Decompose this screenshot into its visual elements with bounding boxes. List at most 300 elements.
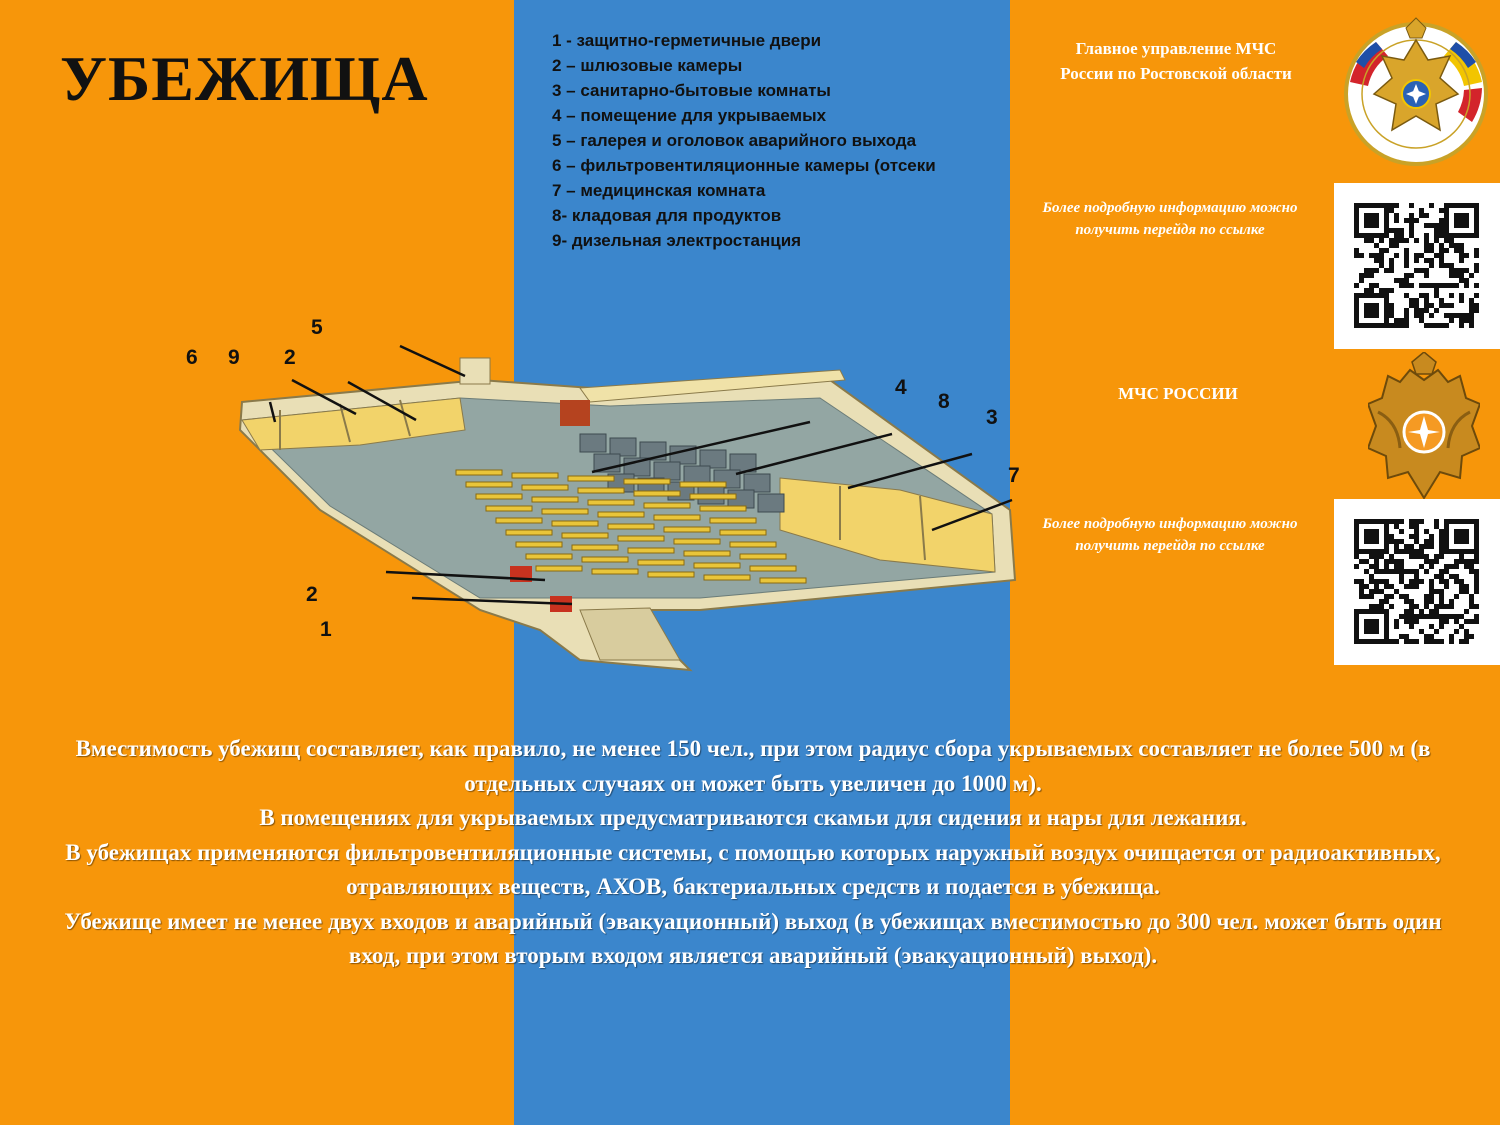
- qr-module: [1424, 233, 1429, 238]
- qr-module: [1454, 203, 1459, 208]
- qr-module: [1354, 549, 1359, 554]
- qr-module: [1469, 564, 1474, 569]
- qr-module: [1414, 549, 1419, 554]
- legend-item: 7 – медицинская комната: [552, 181, 766, 200]
- qr-module: [1389, 303, 1394, 308]
- qr-module: [1439, 614, 1444, 619]
- qr-module: [1469, 313, 1474, 318]
- qr-module: [1454, 614, 1459, 619]
- qr-module: [1374, 559, 1379, 564]
- qr-module: [1474, 303, 1479, 308]
- qr-module: [1469, 203, 1474, 208]
- qr-module: [1424, 554, 1429, 559]
- qr-module: [1379, 579, 1384, 584]
- qr-module: [1374, 589, 1379, 594]
- qr-module: [1459, 253, 1464, 258]
- qr-module: [1469, 559, 1474, 564]
- qr-module: [1449, 604, 1454, 609]
- qr-module: [1369, 218, 1374, 223]
- qr-module: [1414, 253, 1419, 258]
- qr-module: [1359, 579, 1364, 584]
- qr-module: [1389, 308, 1394, 313]
- qr-module: [1444, 619, 1449, 624]
- qr-module: [1374, 323, 1379, 328]
- bench: [654, 515, 700, 520]
- qr-module: [1399, 614, 1404, 619]
- bench: [680, 482, 726, 487]
- qr-module: [1434, 293, 1439, 298]
- qr-module: [1374, 639, 1379, 644]
- qr-module: [1439, 529, 1444, 534]
- qr-module: [1389, 238, 1394, 243]
- qr-module: [1354, 619, 1359, 624]
- qr-module: [1394, 559, 1399, 564]
- qr-module: [1409, 519, 1414, 524]
- qr-module: [1354, 223, 1359, 228]
- qr-module: [1449, 203, 1454, 208]
- qr-module: [1464, 218, 1469, 223]
- qr-module: [1384, 519, 1389, 524]
- qr-module: [1354, 554, 1359, 559]
- qr-module: [1424, 539, 1429, 544]
- qr-module: [1374, 243, 1379, 248]
- bench: [648, 572, 694, 577]
- legend-item: 1 - защитно-герметичные двери: [552, 31, 822, 50]
- qr-module: [1429, 639, 1434, 644]
- qr-module: [1449, 634, 1454, 639]
- qr-module: [1464, 213, 1469, 218]
- qr-module: [1384, 223, 1389, 228]
- bench: [506, 530, 552, 535]
- qr-module: [1369, 594, 1374, 599]
- storage-crate: [580, 434, 606, 452]
- qr-module: [1414, 579, 1419, 584]
- qr-module: [1399, 574, 1404, 579]
- qr-module: [1359, 273, 1364, 278]
- qr-module: [1389, 228, 1394, 233]
- qr-module: [1359, 639, 1364, 644]
- qr-module: [1409, 303, 1414, 308]
- qr-module: [1384, 579, 1389, 584]
- qr-module: [1419, 609, 1424, 614]
- qr-module: [1474, 604, 1479, 609]
- qr-module: [1384, 559, 1389, 564]
- qr-module: [1444, 213, 1449, 218]
- qr-module: [1419, 629, 1424, 634]
- qr-module: [1394, 564, 1399, 569]
- qr-module: [1434, 524, 1439, 529]
- qr-module: [1364, 519, 1369, 524]
- qr-module: [1364, 549, 1369, 554]
- qr-module: [1414, 574, 1419, 579]
- qr-module: [1434, 614, 1439, 619]
- description-paragraph: Вместимость убежищ составляет, как правило, не менее 150 чел., при этом радиус сбора укрываемых составляет не более 500 м (в отдельных случаях он может быть увеличен до 1000 м).: [75, 736, 1431, 796]
- qr-module: [1409, 273, 1414, 278]
- qr-module: [1384, 313, 1389, 318]
- bench: [730, 542, 776, 547]
- qr-module: [1439, 298, 1444, 303]
- qr-module: [1354, 248, 1359, 253]
- qr-module: [1409, 549, 1414, 554]
- qr-module: [1394, 549, 1399, 554]
- qr-module: [1374, 529, 1379, 534]
- qr-module: [1454, 529, 1459, 534]
- qr-module: [1369, 308, 1374, 313]
- qr-module: [1399, 594, 1404, 599]
- qr-module: [1439, 208, 1444, 213]
- qr-module: [1374, 308, 1379, 313]
- qr-module: [1399, 569, 1404, 574]
- qr-module: [1389, 208, 1394, 213]
- qr-module: [1439, 594, 1444, 599]
- qr-module: [1364, 619, 1369, 624]
- bench: [684, 551, 730, 556]
- qr-module: [1389, 584, 1394, 589]
- qr-module: [1424, 213, 1429, 218]
- qr-module: [1369, 238, 1374, 243]
- qr-module: [1439, 624, 1444, 629]
- qr-module: [1424, 559, 1429, 564]
- qr-module: [1369, 253, 1374, 258]
- qr-module: [1369, 323, 1374, 328]
- qr-module: [1364, 539, 1369, 544]
- qr-module: [1409, 614, 1414, 619]
- qr-module: [1474, 208, 1479, 213]
- qr-module: [1389, 534, 1394, 539]
- description-paragraph: В убежищах применяются фильтровентиляционные системы, с помощью которых наружный воздух очищается от радиоактивных, отравляющих веществ, АХОВ, бактериальных средств и подается в убежища.: [65, 839, 1441, 899]
- qr-code-icon[interactable]: [1334, 499, 1500, 665]
- qr-module: [1459, 559, 1464, 564]
- qr-module: [1374, 619, 1379, 624]
- qr-module: [1449, 303, 1454, 308]
- storage-crate: [700, 450, 726, 468]
- bench: [624, 479, 670, 484]
- description-text: [60, 732, 1446, 974]
- qr-module: [1454, 564, 1459, 569]
- qr-module: [1429, 564, 1434, 569]
- qr-module: [1474, 233, 1479, 238]
- qr-module: [1354, 213, 1359, 218]
- qr-module: [1409, 599, 1414, 604]
- bench: [664, 527, 710, 532]
- plan-label: 2: [306, 583, 318, 606]
- qr-module: [1399, 549, 1404, 554]
- qr-module: [1369, 303, 1374, 308]
- qr-module: [1409, 524, 1414, 529]
- qr-module: [1369, 589, 1374, 594]
- qr-module: [1464, 564, 1469, 569]
- qr-module: [1354, 519, 1359, 524]
- qr-module: [1369, 539, 1374, 544]
- qr-module: [1384, 308, 1389, 313]
- qr-module: [1464, 233, 1469, 238]
- qr-module: [1444, 228, 1449, 233]
- qr-module: [1464, 609, 1469, 614]
- bench: [638, 560, 684, 565]
- qr-module: [1459, 614, 1464, 619]
- qr-module: [1399, 233, 1404, 238]
- qr-module: [1439, 283, 1444, 288]
- qr-module: [1419, 318, 1424, 323]
- qr-module: [1439, 589, 1444, 594]
- qr-module: [1424, 634, 1429, 639]
- page-title: УБЕЖИЩА: [60, 43, 429, 114]
- qr-module: [1414, 554, 1419, 559]
- qr-module: [1394, 213, 1399, 218]
- qr-module: [1389, 519, 1394, 524]
- qr-module: [1409, 213, 1414, 218]
- description-paragraph: В помещениях для укрываемых предусматриваются скамьи для сидения и нары для лежания.: [259, 805, 1247, 830]
- qr-module: [1354, 534, 1359, 539]
- qr-module: [1459, 218, 1464, 223]
- description-paragraph: Убежище имеет не менее двух входов и аварийный (эвакуационный) выход (в убежищах вместимостью до 300 чел. может быть один вход, при этом вторым входом является аварийный (эвакуационный) выход).: [64, 908, 1442, 968]
- qr-module: [1439, 228, 1444, 233]
- qr-module: [1429, 599, 1434, 604]
- qr-module: [1364, 288, 1369, 293]
- qr-module: [1354, 624, 1359, 629]
- qr-module: [1389, 554, 1394, 559]
- qr-module: [1389, 594, 1394, 599]
- qr-module: [1444, 223, 1449, 228]
- qr-code-icon[interactable]: [1334, 183, 1500, 349]
- qr-module: [1424, 293, 1429, 298]
- qr-module: [1364, 529, 1369, 534]
- qr-module: [1429, 248, 1434, 253]
- qr-module: [1474, 589, 1479, 594]
- qr-module: [1394, 228, 1399, 233]
- qr-module: [1354, 298, 1359, 303]
- qr-module: [1414, 268, 1419, 273]
- bench: [710, 518, 756, 523]
- qr-module: [1449, 519, 1454, 524]
- storage-crate: [684, 466, 710, 484]
- qr-module: [1359, 589, 1364, 594]
- qr-module: [1464, 534, 1469, 539]
- qr-module: [1444, 604, 1449, 609]
- qr-module: [1409, 579, 1414, 584]
- qr-module: [1414, 619, 1419, 624]
- qr-module: [1419, 313, 1424, 318]
- qr-module: [1434, 554, 1439, 559]
- qr-module: [1354, 539, 1359, 544]
- qr-module: [1354, 228, 1359, 233]
- qr-module: [1444, 584, 1449, 589]
- qr-module: [1459, 313, 1464, 318]
- qr-module: [1464, 318, 1469, 323]
- qr-module: [1424, 529, 1429, 534]
- bench: [582, 557, 628, 562]
- qr-module: [1379, 569, 1384, 574]
- qr-module: [1394, 278, 1399, 283]
- qr-module: [1459, 293, 1464, 298]
- qr-module: [1354, 579, 1359, 584]
- qr-module: [1459, 273, 1464, 278]
- qr-module: [1439, 223, 1444, 228]
- qr-module: [1369, 283, 1374, 288]
- plan-label: 9: [228, 346, 240, 369]
- qr-module: [1379, 604, 1384, 609]
- qr-module: [1384, 534, 1389, 539]
- qr-module: [1384, 594, 1389, 599]
- qr-module: [1469, 303, 1474, 308]
- plan-label: 5: [311, 316, 323, 339]
- qr-module: [1379, 248, 1384, 253]
- qr-module: [1399, 323, 1404, 328]
- qr-module: [1469, 273, 1474, 278]
- qr-module: [1474, 554, 1479, 559]
- qr-module: [1469, 634, 1474, 639]
- qr-module: [1374, 313, 1379, 318]
- qr-module: [1354, 609, 1359, 614]
- qr-module: [1379, 263, 1384, 268]
- qr-module: [1474, 248, 1479, 253]
- qr-module: [1354, 303, 1359, 308]
- qr-module: [1404, 614, 1409, 619]
- storage-crate: [654, 462, 680, 480]
- qr-module: [1459, 318, 1464, 323]
- qr-module: [1474, 559, 1479, 564]
- qr-module: [1454, 519, 1459, 524]
- qr-module: [1354, 233, 1359, 238]
- qr-module: [1459, 243, 1464, 248]
- qr-module: [1474, 574, 1479, 579]
- qr-module: [1384, 529, 1389, 534]
- qr-module: [1369, 579, 1374, 584]
- qr-module: [1469, 318, 1474, 323]
- qr-module: [1369, 549, 1374, 554]
- qr-module: [1369, 629, 1374, 634]
- qr-module: [1444, 564, 1449, 569]
- qr-module: [1354, 313, 1359, 318]
- qr-module: [1459, 584, 1464, 589]
- qr-module: [1384, 624, 1389, 629]
- qr-module: [1464, 529, 1469, 534]
- qr-module: [1414, 534, 1419, 539]
- qr-module: [1444, 534, 1449, 539]
- qr-module: [1354, 293, 1359, 298]
- qr-module: [1414, 308, 1419, 313]
- qr-module: [1439, 539, 1444, 544]
- qr-module: [1374, 569, 1379, 574]
- qr-module: [1389, 243, 1394, 248]
- qr-module: [1354, 203, 1359, 208]
- qr-module: [1394, 203, 1399, 208]
- qr-module: [1444, 218, 1449, 223]
- qr-module: [1374, 293, 1379, 298]
- storage-crate: [610, 438, 636, 456]
- org-title-line: Главное управление МЧС: [1075, 39, 1277, 58]
- qr-module: [1354, 323, 1359, 328]
- legend-item: 5 – галерея и оголовок аварийного выхода: [552, 131, 917, 150]
- qr-module: [1389, 288, 1394, 293]
- qr-module: [1379, 203, 1384, 208]
- qr-module: [1404, 283, 1409, 288]
- qr-module: [1384, 213, 1389, 218]
- org-title: [1028, 36, 1324, 86]
- qr-module: [1384, 524, 1389, 529]
- qr-module: [1449, 599, 1454, 604]
- qr-module: [1424, 243, 1429, 248]
- qr-module: [1464, 634, 1469, 639]
- qr-module: [1404, 253, 1409, 258]
- qr-module: [1434, 574, 1439, 579]
- qr-module: [1469, 323, 1474, 328]
- qr-module: [1404, 248, 1409, 253]
- qr-module: [1414, 298, 1419, 303]
- bench: [592, 569, 638, 574]
- bench: [608, 524, 654, 529]
- qr-module: [1429, 313, 1434, 318]
- qr-module: [1419, 564, 1424, 569]
- qr-module: [1384, 619, 1389, 624]
- bench: [456, 470, 502, 475]
- qr-module: [1409, 233, 1414, 238]
- qr-module: [1444, 248, 1449, 253]
- qr-module: [1384, 569, 1389, 574]
- qr-module: [1409, 624, 1414, 629]
- qr-module: [1474, 529, 1479, 534]
- qr-module: [1384, 248, 1389, 253]
- qr-module: [1439, 569, 1444, 574]
- qr-module: [1409, 298, 1414, 303]
- qr-module: [1464, 268, 1469, 273]
- qr-module: [1434, 233, 1439, 238]
- qr-module: [1464, 549, 1469, 554]
- qr-module: [1364, 238, 1369, 243]
- qr-module: [1434, 253, 1439, 258]
- qr-module: [1459, 549, 1464, 554]
- qr-module: [1409, 203, 1414, 208]
- qr-module: [1449, 564, 1454, 569]
- qr-module: [1374, 283, 1379, 288]
- qr-module: [1359, 584, 1364, 589]
- qr-module: [1364, 203, 1369, 208]
- qr-module: [1454, 213, 1459, 218]
- qr-module: [1354, 529, 1359, 534]
- qr-module: [1379, 554, 1384, 559]
- qr-module: [1439, 599, 1444, 604]
- qr-module: [1474, 223, 1479, 228]
- qr-module: [1399, 634, 1404, 639]
- qr-module: [1454, 619, 1459, 624]
- qr-module: [1374, 554, 1379, 559]
- qr-module: [1419, 253, 1424, 258]
- qr-module: [1459, 203, 1464, 208]
- bench: [690, 494, 736, 499]
- qr-module: [1369, 554, 1374, 559]
- qr-module: [1439, 263, 1444, 268]
- qr-module: [1439, 233, 1444, 238]
- qr-module: [1384, 539, 1389, 544]
- qr-module: [1444, 544, 1449, 549]
- qr-module: [1404, 218, 1409, 223]
- qr-module: [1354, 614, 1359, 619]
- qr-module: [1424, 238, 1429, 243]
- qr-module: [1409, 639, 1414, 644]
- qr-module: [1404, 569, 1409, 574]
- qr-module: [1429, 303, 1434, 308]
- qr-module: [1419, 544, 1424, 549]
- qr-module: [1399, 238, 1404, 243]
- qr-module: [1449, 243, 1454, 248]
- qr-module: [1424, 639, 1429, 644]
- qr-module: [1439, 544, 1444, 549]
- bench: [512, 473, 558, 478]
- bench: [704, 575, 750, 580]
- qr-module: [1409, 619, 1414, 624]
- qr-module: [1459, 213, 1464, 218]
- qr-module: [1439, 549, 1444, 554]
